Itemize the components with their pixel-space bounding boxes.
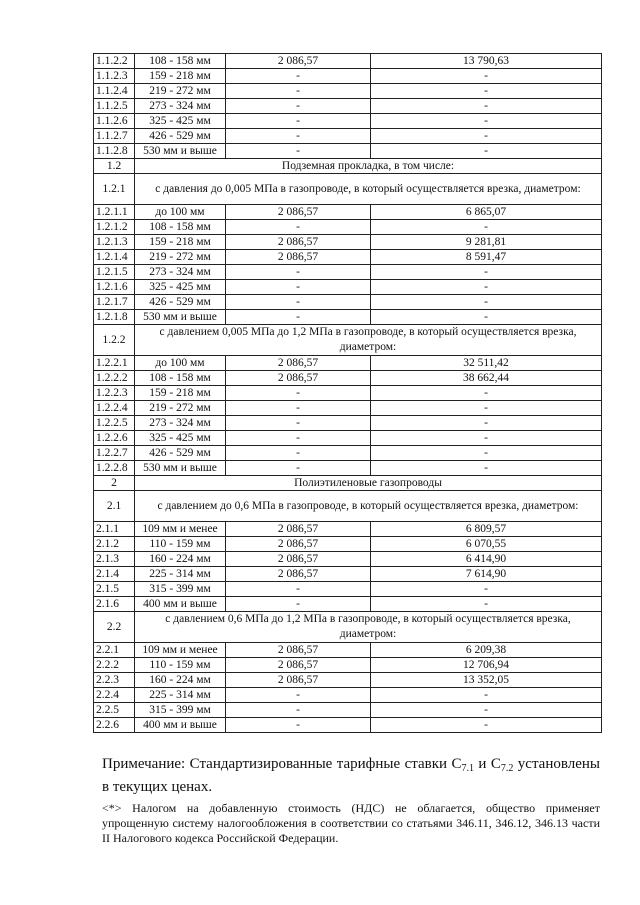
table-row: [94, 371, 602, 386]
table-row: [94, 325, 602, 356]
table-row: [94, 250, 602, 265]
row-code: 1.2.2.6: [94, 431, 135, 446]
row-code: 1.2.1.4: [94, 250, 135, 265]
row-diameter: 273 - 324 мм: [135, 416, 226, 431]
row-diameter: 225 - 314 мм: [135, 567, 226, 582]
table-row: [94, 703, 602, 718]
row-rate-a: 2 086,57: [226, 371, 371, 386]
row-rate-a: -: [226, 582, 371, 597]
row-code: 1.2.1.2: [94, 220, 135, 235]
row-rate-a: -: [226, 84, 371, 99]
table-row: [94, 612, 602, 643]
row-diameter: 160 - 224 мм: [135, 673, 226, 688]
section-title: с давления до 0,005 МПа в газопроводе, в который осуществляется врезка, диаметром:: [135, 174, 602, 205]
note-text-b: и С: [473, 756, 501, 772]
row-rate-a: -: [226, 446, 371, 461]
row-rate-a: 2 086,57: [226, 522, 371, 537]
row-rate-a: -: [226, 718, 371, 733]
table-row: [94, 522, 602, 537]
table-row: [94, 461, 602, 476]
table-row: [94, 476, 602, 491]
table-row: [94, 205, 602, 220]
row-rate-b: -: [371, 84, 602, 99]
row-diameter: 108 - 158 мм: [135, 220, 226, 235]
row-diameter: 110 - 159 мм: [135, 658, 226, 673]
tariff-table-body: [94, 54, 602, 733]
row-code: 1.2.1.8: [94, 310, 135, 325]
row-code: 2.1.3: [94, 552, 135, 567]
note-subscript-2: 7.2: [500, 763, 514, 774]
section-title: Подземная прокладка, в том числе:: [135, 159, 602, 174]
row-rate-b: 6 809,57: [371, 522, 602, 537]
row-rate-a: -: [226, 280, 371, 295]
row-code: 2.2.6: [94, 718, 135, 733]
row-rate-a: -: [226, 386, 371, 401]
table-row: [94, 129, 602, 144]
row-code: 1.2.2.1: [94, 356, 135, 371]
row-rate-a: -: [226, 461, 371, 476]
row-code: 1.1.2.3: [94, 69, 135, 84]
note-paragraph: [102, 755, 600, 797]
row-diameter: 219 - 272 мм: [135, 84, 226, 99]
row-code: 1.2.2.7: [94, 446, 135, 461]
table-row: [94, 220, 602, 235]
table-row: [94, 114, 602, 129]
row-code: 1.2.2.5: [94, 416, 135, 431]
table-row: [94, 235, 602, 250]
row-rate-a: -: [226, 310, 371, 325]
table-row: [94, 174, 602, 205]
row-rate-a: 2 086,57: [226, 537, 371, 552]
row-rate-a: -: [226, 401, 371, 416]
row-rate-b: 12 706,94: [371, 658, 602, 673]
note-text-a: Примечание: Стандартизированные тарифные ставки С: [102, 756, 462, 772]
row-code: 2.1.1: [94, 522, 135, 537]
row-rate-a: 2 086,57: [226, 250, 371, 265]
row-rate-b: -: [371, 416, 602, 431]
table-row: [94, 356, 602, 371]
section-code: 2: [94, 476, 135, 491]
section-title: с давлением 0,005 МПа до 1,2 МПа в газопроводе, в который осуществляется врезка, диаметром:: [135, 325, 602, 356]
row-diameter: 315 - 399 мм: [135, 703, 226, 718]
table-row: [94, 582, 602, 597]
row-diameter: 273 - 324 мм: [135, 265, 226, 280]
table-row: [94, 491, 602, 522]
row-code: 2.1.6: [94, 597, 135, 612]
row-code: 1.2.2.8: [94, 461, 135, 476]
row-diameter: 219 - 272 мм: [135, 250, 226, 265]
table-row: [94, 99, 602, 114]
row-code: 1.2.1.5: [94, 265, 135, 280]
row-rate-b: 13 790,63: [371, 54, 602, 69]
row-code: 2.1.4: [94, 567, 135, 582]
row-diameter: до 100 мм: [135, 356, 226, 371]
row-rate-a: -: [226, 688, 371, 703]
row-diameter: 159 - 218 мм: [135, 386, 226, 401]
section-code: 2.2: [94, 612, 135, 643]
row-code: 1.2.1.1: [94, 205, 135, 220]
row-rate-a: -: [226, 220, 371, 235]
row-rate-b: -: [371, 310, 602, 325]
vat-footnote: <*> Налогом на добавленную стоимость (НДС) не облагается, общество применяет упрощенную систему налогообложения в соответствии со статьями 346.11, 346.12, 346.13 части II Налогового кодекса Российской Федерации.: [102, 801, 600, 845]
row-rate-b: -: [371, 597, 602, 612]
row-code: 2.1.2: [94, 537, 135, 552]
row-code: 1.2.1.6: [94, 280, 135, 295]
row-rate-b: 6 209,38: [371, 643, 602, 658]
row-code: 2.1.5: [94, 582, 135, 597]
row-diameter: 325 - 425 мм: [135, 280, 226, 295]
table-row: [94, 265, 602, 280]
row-diameter: 315 - 399 мм: [135, 582, 226, 597]
row-rate-b: -: [371, 295, 602, 310]
row-rate-a: -: [226, 416, 371, 431]
table-row: [94, 688, 602, 703]
row-code: 2.2.1: [94, 643, 135, 658]
row-code: 1.1.2.6: [94, 114, 135, 129]
row-rate-a: -: [226, 99, 371, 114]
row-diameter: 225 - 314 мм: [135, 688, 226, 703]
row-diameter: 219 - 272 мм: [135, 401, 226, 416]
row-rate-b: 32 511,42: [371, 356, 602, 371]
row-diameter: 159 - 218 мм: [135, 69, 226, 84]
row-rate-b: 6 865,07: [371, 205, 602, 220]
table-row: [94, 84, 602, 99]
row-rate-b: -: [371, 129, 602, 144]
row-rate-a: 2 086,57: [226, 658, 371, 673]
row-rate-b: -: [371, 446, 602, 461]
table-row: [94, 386, 602, 401]
section-code: 1.2: [94, 159, 135, 174]
row-rate-b: -: [371, 386, 602, 401]
row-code: 1.2.2.3: [94, 386, 135, 401]
row-code: 2.2.3: [94, 673, 135, 688]
row-diameter: 109 мм и менее: [135, 643, 226, 658]
row-rate-a: -: [226, 129, 371, 144]
table-row: [94, 658, 602, 673]
table-row: [94, 144, 602, 159]
row-diameter: 530 мм и выше: [135, 310, 226, 325]
row-code: 1.2.1.3: [94, 235, 135, 250]
section-code: 1.2.1: [94, 174, 135, 205]
table-row: [94, 446, 602, 461]
row-diameter: до 100 мм: [135, 205, 226, 220]
table-row: [94, 552, 602, 567]
table-row: [94, 416, 602, 431]
row-diameter: 108 - 158 мм: [135, 54, 226, 69]
table-row: [94, 567, 602, 582]
table-row: [94, 159, 602, 174]
tariff-table: [93, 53, 602, 733]
row-diameter: 426 - 529 мм: [135, 446, 226, 461]
row-rate-b: -: [371, 220, 602, 235]
row-rate-b: 38 662,44: [371, 371, 602, 386]
note-text-c: установлены в текущих ценах.: [102, 756, 600, 795]
row-diameter: 160 - 224 мм: [135, 552, 226, 567]
row-diameter: 426 - 529 мм: [135, 295, 226, 310]
table-row: [94, 431, 602, 446]
row-rate-a: -: [226, 265, 371, 280]
row-diameter: 325 - 425 мм: [135, 431, 226, 446]
row-diameter: 159 - 218 мм: [135, 235, 226, 250]
row-rate-a: -: [226, 144, 371, 159]
section-code: 1.2.2: [94, 325, 135, 356]
row-code: 1.1.2.2: [94, 54, 135, 69]
row-rate-b: -: [371, 688, 602, 703]
row-diameter: 110 - 159 мм: [135, 537, 226, 552]
table-row: [94, 401, 602, 416]
row-code: 1.1.2.4: [94, 84, 135, 99]
row-rate-b: 6 414,90: [371, 552, 602, 567]
row-rate-a: 2 086,57: [226, 567, 371, 582]
row-rate-b: -: [371, 582, 602, 597]
row-rate-b: -: [371, 265, 602, 280]
row-rate-b: -: [371, 461, 602, 476]
row-rate-a: 2 086,57: [226, 552, 371, 567]
row-rate-a: 2 086,57: [226, 235, 371, 250]
table-row: [94, 295, 602, 310]
row-code: 2.2.5: [94, 703, 135, 718]
table-row: [94, 597, 602, 612]
note-subscript-1: 7.1: [461, 763, 474, 774]
row-diameter: 530 мм и выше: [135, 144, 226, 159]
row-rate-b: -: [371, 431, 602, 446]
row-rate-b: -: [371, 99, 602, 114]
row-diameter: 400 мм и выше: [135, 718, 226, 733]
tariff-table-container: [93, 53, 601, 733]
row-rate-a: 2 086,57: [226, 205, 371, 220]
table-row: [94, 54, 602, 69]
row-code: 1.2.2.2: [94, 371, 135, 386]
row-rate-a: -: [226, 295, 371, 310]
row-rate-b: -: [371, 144, 602, 159]
table-row: [94, 280, 602, 295]
row-rate-a: -: [226, 69, 371, 84]
table-row: [94, 69, 602, 84]
section-title: Полиэтиленовые газопроводы: [135, 476, 602, 491]
section-code: 2.1: [94, 491, 135, 522]
row-code: 2.2.2: [94, 658, 135, 673]
row-rate-b: 7 614,90: [371, 567, 602, 582]
row-rate-b: -: [371, 114, 602, 129]
table-row: [94, 643, 602, 658]
row-diameter: 325 - 425 мм: [135, 114, 226, 129]
row-diameter: 426 - 529 мм: [135, 129, 226, 144]
row-rate-a: 2 086,57: [226, 54, 371, 69]
row-diameter: 530 мм и выше: [135, 461, 226, 476]
row-rate-b: -: [371, 703, 602, 718]
table-row: [94, 537, 602, 552]
row-rate-a: -: [226, 114, 371, 129]
row-rate-b: -: [371, 280, 602, 295]
row-rate-a: 2 086,57: [226, 673, 371, 688]
row-code: 1.2.1.7: [94, 295, 135, 310]
row-code: 1.1.2.8: [94, 144, 135, 159]
section-title: с давлением 0,6 МПа до 1,2 МПа в газопроводе, в который осуществляется врезка, диаметром:: [135, 612, 602, 643]
row-rate-a: 2 086,57: [226, 643, 371, 658]
row-rate-a: -: [226, 597, 371, 612]
row-diameter: 273 - 324 мм: [135, 99, 226, 114]
table-row: [94, 673, 602, 688]
row-rate-b: 13 352,05: [371, 673, 602, 688]
row-diameter: 400 мм и выше: [135, 597, 226, 612]
row-rate-b: -: [371, 69, 602, 84]
row-code: 1.1.2.7: [94, 129, 135, 144]
row-diameter: 108 - 158 мм: [135, 371, 226, 386]
table-row: [94, 310, 602, 325]
row-code: 1.2.2.4: [94, 401, 135, 416]
section-title: с давлением до 0,6 МПа в газопроводе, в который осуществляется врезка, диаметром:: [135, 491, 602, 522]
row-rate-b: 6 070,55: [371, 537, 602, 552]
table-row: [94, 718, 602, 733]
row-rate-a: -: [226, 703, 371, 718]
row-rate-a: -: [226, 431, 371, 446]
row-rate-b: -: [371, 718, 602, 733]
row-diameter: 109 мм и менее: [135, 522, 226, 537]
row-rate-b: 9 281,81: [371, 235, 602, 250]
row-code: 2.2.4: [94, 688, 135, 703]
row-code: 1.1.2.5: [94, 99, 135, 114]
row-rate-b: -: [371, 401, 602, 416]
row-rate-b: 8 591,47: [371, 250, 602, 265]
row-rate-a: 2 086,57: [226, 356, 371, 371]
